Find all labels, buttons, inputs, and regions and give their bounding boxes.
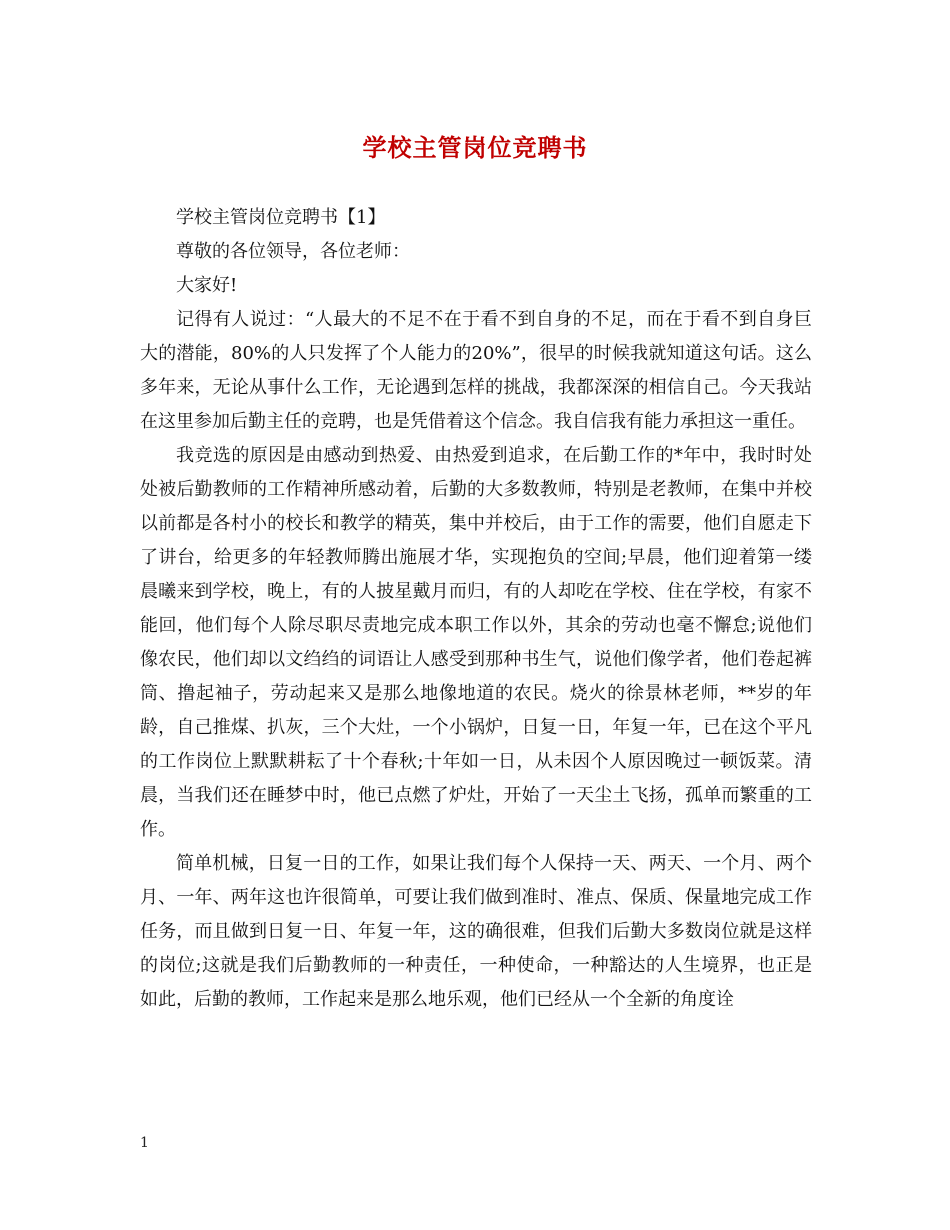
- paragraph-greeting: 大家好!: [176, 275, 238, 296]
- paragraph-work: 简单机械，日复一日的工作，如果让我们每个人保持一天、两天、一个月、两个月、一年、两年这也许很简单，可要让我们做到准时、准点、保质、保量地完成工作任务，而且做到日复一日、年复一年，这的确很难，但我们后勤大多数岗位就是这样的岗位;这就是我们后勤教师的一种责任，一种使命，一种豁达的人生境界，也正是如此，后勤的教师，工作起来是那么地乐观，他们已经从一个全新的角度诠: [140, 853, 812, 1010]
- paragraph-intro: 记得有人说过：“人最大的不足不在于看不到自身的不足，而在于看不到自身巨大的潜能，80%的人只发挥了个人能力的20%”，很早的时候我就知道这句话。这么多年来，无论从事什么工作，无论遇到怎样的挑战，我都深深的相信自己。今天我站在这里参加后勤主任的竞聘，也是凭借着这个信念。我自信我有能力承担这一重任。: [140, 309, 812, 432]
- paragraph-reason: 我竞选的原因是由感动到热爱、由热爱到追求，在后勤工作的*年中，我时时处处被后勤教师的工作精神所感动着，后勤的大多数教师，特别是老教师，在集中并校以前都是各村小的校长和教学的精英，集中并校后，由于工作的需要，他们自愿走下了讲台，给更多的年轻教师腾出施展才华，实现抱负的空间;早晨，他们迎着第一缕晨曦来到学校，晚上，有的人披星戴月而归，有的人却吃在学校、住在学校，有家不能回，他们每个人除尽职尽责地完成本职工作以外，其余的劳动也毫不懈怠;说他们像农民，他们却以文绉绉的词语让人感受到那种书生气，说他们像学者，他们卷起裤筒、撸起袖子，劳动起来又是那么地像地道的农民。烧火的徐景林老师，**岁的年龄，自己推煤、扒灰，三个大灶，一个小锅炉，日复一日，年复一年，已在这个平凡的工作岗位上默默耕耘了十个春秋;十年如一日，从未因个人原因晚过一顿饭菜。清晨，当我们还在睡梦中时，他已点燃了炉灶，开始了一天尘土飞扬，孤单而繁重的工作。: [140, 445, 812, 840]
- document-title: 学校主管岗位竞聘书: [362, 133, 588, 162]
- page-number: 1: [140, 1135, 149, 1151]
- paragraph-salutation: 尊敬的各位领导，各位老师：: [176, 241, 410, 262]
- document-body: [140, 201, 812, 1017]
- paragraph-heading: 学校主管岗位竞聘书【1】: [176, 207, 386, 228]
